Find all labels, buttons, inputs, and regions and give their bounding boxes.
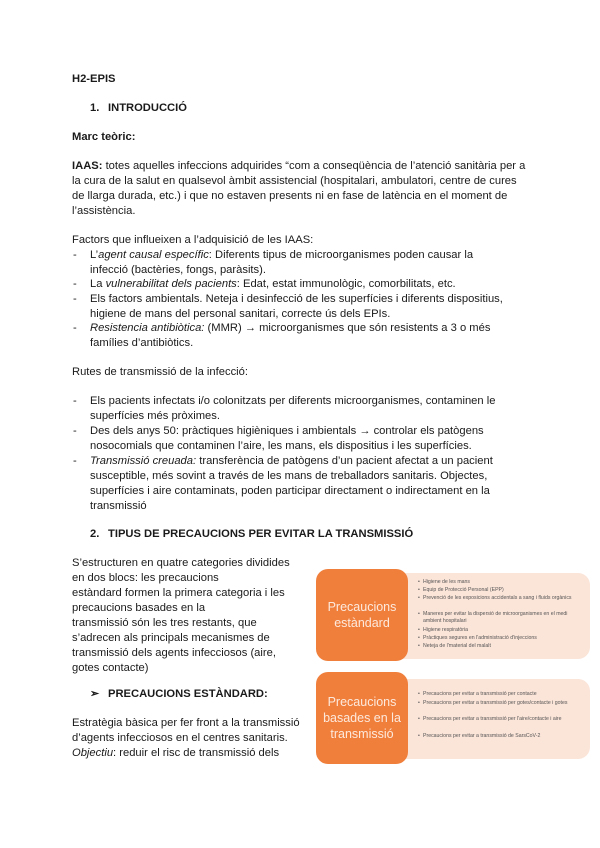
section2-title: TIPUS DE PRECAUCIONS PER EVITAR LA TRANSMISSIÓ bbox=[108, 528, 414, 540]
list-item: • Maneres per evitar la dispersió de microorganismes en el medi ambient hospitalari bbox=[418, 611, 568, 624]
list-item: - Resistencia antibiòtica: (MMR) → microorganismes que són resistents a 3 o més famílies d’antibiòtics. bbox=[73, 322, 491, 349]
list-item: • Equip de Protecció Personal (EPP) bbox=[418, 587, 504, 593]
iaas-paragraph: IAAS: totes aquelles infeccions adquirides “com a conseqüència de l’atenció sanitària per a la cura de la salut en qualsevol àmbit assistencial (hospitalari, ambulatori, centre de cures de llarga durada, etc.) i que no estaven presents ni en fase de latència en el moment de l’assistència. bbox=[72, 160, 526, 217]
list-item: • Pràctiques segures en l'administració d'injeccions bbox=[418, 635, 537, 641]
marc-teoric-heading: Marc teòric: bbox=[72, 131, 136, 143]
list-item: • Precaucions per evitar a transmissió per gotes/contacte i gotes bbox=[418, 700, 568, 706]
section1-number: 1. bbox=[90, 102, 100, 114]
precaucions-transmissio-box: Precaucions basades en la transmissió bbox=[316, 672, 408, 764]
factors-intro: Factors que influeixen a l’adquisició de les IAAS: bbox=[72, 234, 314, 246]
list-item: • Higiene respiratòria bbox=[418, 627, 468, 633]
arrow-bullet: ➢ bbox=[90, 688, 100, 700]
list-item: • Neteja de l'material del malalt bbox=[418, 643, 491, 649]
estructura-paragraph: S’estructuren en quatre categories dividides en dos blocs: les precaucions estàndard formen la primera categoria i les precaucions basades en la transmissió són les tres restants, que s’adrecen als principals mecanismes de transmissió dels agents infecciosos (aire, gotes contacte) bbox=[72, 557, 290, 674]
list-item: - Els factors ambientals. Neteja i desinfecció de les superfícies i diferents dispositius, higiene de mans del personal sanitari, correcte ús dels EPIs. bbox=[73, 293, 503, 320]
list-item: • Precaucions per evitar a transmissió de SarsCoV-2 bbox=[418, 733, 541, 739]
list-item: • Prevenció de les exposicions accidentals a sang i fluids orgànics bbox=[418, 595, 572, 601]
list-item: • Precaucions per evitar a transmissió per contacte bbox=[418, 691, 537, 697]
precaucions-estandard-box: Precaucions estàndard bbox=[316, 569, 408, 661]
list-item: - Els pacients infectats i/o colonitzats per diferents microorganismes, contaminen le superfícies més pròximes. bbox=[73, 395, 496, 422]
precaucions-estandard-heading: PRECAUCIONS ESTÀNDARD: bbox=[108, 688, 268, 700]
objectiu-label: Objectiu bbox=[72, 747, 114, 759]
section1-title: INTRODUCCIÓ bbox=[108, 102, 187, 114]
estrategia-paragraph: Estratègia bàsica per fer front a la transmissió d’agents infecciosos en el centres sanitaris. Objectiu: reduir el risc de transmissió dels bbox=[72, 717, 300, 759]
list-item: - L’agent causal específic: Diferents tipus de microorganismes poden causar la infecció (bactèries, fongs, paràsits). bbox=[73, 249, 474, 276]
list-item: - La vulnerabilitat dels pacients: Edat, estat immunològic, comorbilitats, etc. bbox=[73, 278, 456, 290]
list-item: - Transmissió creuada: transferència de patògens d’un pacient afectat a un pacient susceptible, més sovint a través de les mans de treballadors sanitaris. Objectes, superfícies i aire contaminats, poden participar directament o indirectament en la transmissió bbox=[73, 455, 493, 512]
section2-number: 2. bbox=[90, 528, 100, 540]
list-item: - Des dels anys 50: pràctiques higièniques i ambientals → controlar els patògens nosocomials que contaminen l’aire, les mans, els dispositius i les superfícies. bbox=[73, 425, 484, 452]
list-item: • Higiene de les mans bbox=[418, 579, 471, 585]
rutes-intro: Rutes de transmissió de la infecció: bbox=[72, 366, 248, 378]
iaas-term: IAAS: bbox=[72, 160, 103, 172]
list-item: • Precaucions per evitar a transmissió per l'aire/contacte i aire bbox=[418, 716, 562, 722]
doc-title: H2-EPIS bbox=[72, 73, 116, 85]
